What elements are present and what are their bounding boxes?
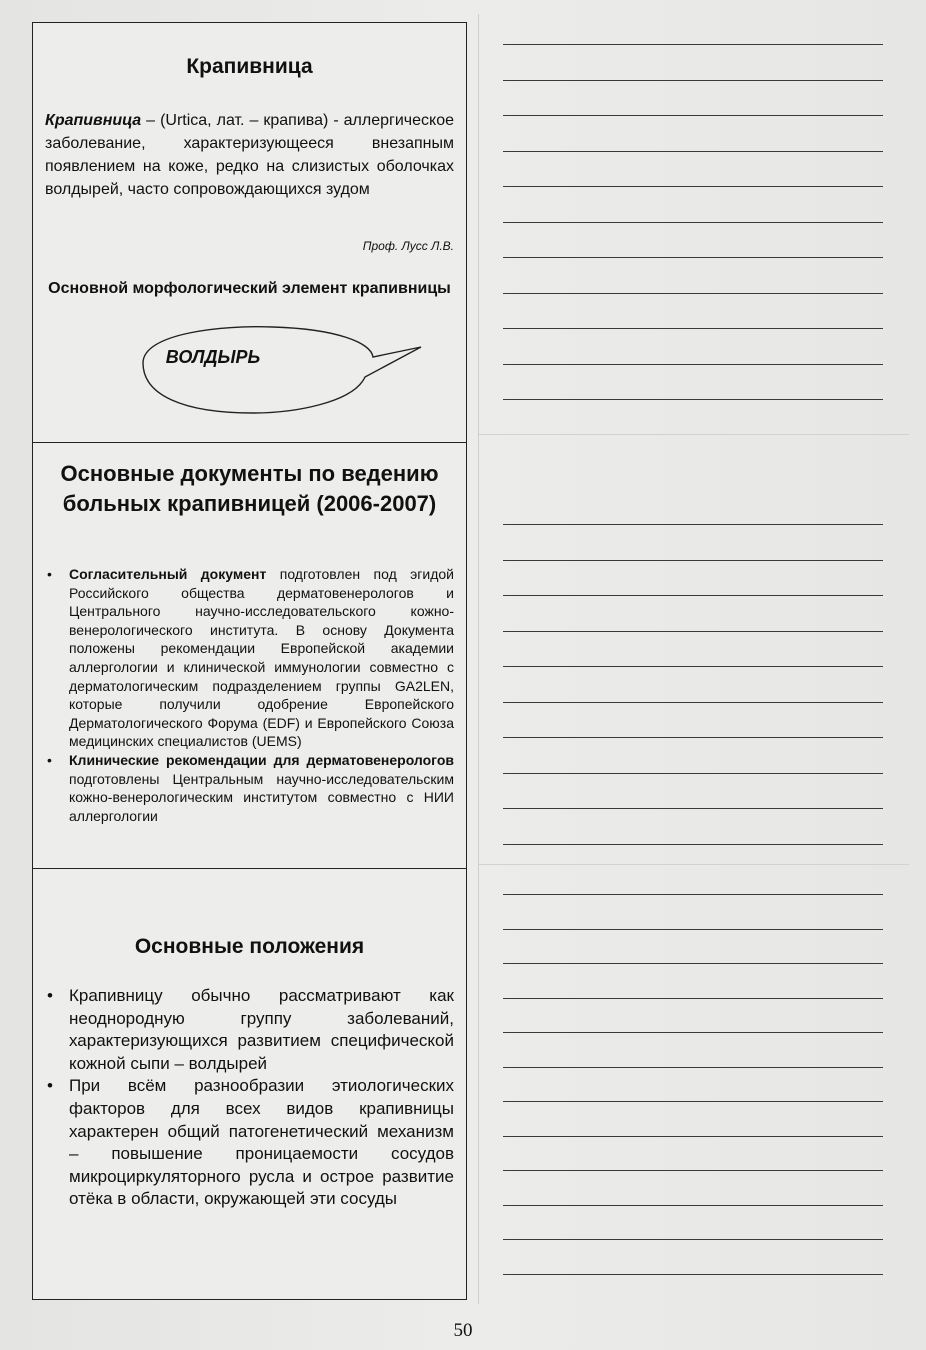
key-points-list bbox=[43, 985, 454, 1211]
note-line bbox=[503, 808, 883, 809]
note-line bbox=[503, 222, 883, 223]
note-line bbox=[503, 186, 883, 187]
definition-text: – (Urtica, лат. – крапива) - аллергическое заболевание, характеризующееся внезапным появлением на коже, редко на слизистых оболочках волдырей, часто сопровождающихся зудом bbox=[45, 112, 454, 198]
note-line bbox=[503, 963, 883, 964]
note-line bbox=[503, 631, 883, 632]
slide-title: Основные положения bbox=[134, 935, 365, 958]
definition-term: Крапивница bbox=[45, 112, 142, 129]
note-line bbox=[503, 560, 883, 561]
item-text: подготовлен под эгидой Российского общества дерматовенерологов и Центрального научно-исследовательского кожно-венерологического института. В основу Документа положены рекомендации Европейской академии аллергологии и клинической иммунологии совместно с дерматологическим подразделением группы GA2LEN, которые получили одобрение Европейского Дерматологического Форума (EDF) и Европейского Союза медицинских специалистов (UEMS) bbox=[69, 566, 454, 750]
definition-paragraph bbox=[45, 109, 454, 201]
note-line bbox=[503, 44, 883, 45]
note-line bbox=[503, 595, 883, 596]
note-line bbox=[503, 328, 883, 329]
note-line bbox=[503, 702, 883, 703]
note-line bbox=[503, 998, 883, 999]
note-line bbox=[503, 151, 883, 152]
note-line bbox=[503, 1274, 883, 1275]
list-item bbox=[43, 565, 454, 751]
note-line bbox=[503, 80, 883, 81]
note-line bbox=[503, 1067, 883, 1068]
note-line bbox=[503, 737, 883, 738]
note-line bbox=[503, 929, 883, 930]
note-line bbox=[503, 1205, 883, 1206]
note-line bbox=[503, 844, 883, 845]
page-number: 50 bbox=[453, 1320, 473, 1341]
list-item bbox=[43, 751, 454, 825]
slide-guideline-documents bbox=[32, 442, 467, 870]
slide-title: Крапивница bbox=[186, 55, 313, 78]
note-line bbox=[503, 293, 883, 294]
slide-key-points bbox=[32, 868, 467, 1300]
documents-list bbox=[43, 565, 454, 825]
slide-urticaria-definition bbox=[32, 22, 467, 444]
list-item: • Крапивницу обычно рассматривают как неоднородную группу заболеваний, характеризующихся развитием специфической кожной сыпи – волдырей bbox=[43, 985, 454, 1075]
item-lead: Клинические рекомендации для дерматовенерологов bbox=[69, 751, 454, 768]
note-line bbox=[503, 364, 883, 365]
item-text: подготовлены Центральным научно-исследовательским кожно-венерологическим институтом совместно с НИИ аллергологии bbox=[69, 770, 454, 824]
item-lead: Согласительный документ bbox=[69, 566, 267, 582]
note-line bbox=[503, 894, 883, 895]
morph-element-word: ВОЛДЫРЬ bbox=[165, 347, 261, 367]
notes-column bbox=[478, 14, 909, 1304]
morphology-heading: Основной морфологический элемент крапивницы bbox=[48, 280, 451, 297]
note-line bbox=[503, 524, 883, 525]
speech-bubble-icon bbox=[103, 313, 423, 423]
author-credit: Проф. Лусс Л.В. bbox=[362, 239, 454, 253]
note-line bbox=[503, 773, 883, 774]
note-line bbox=[503, 1239, 883, 1240]
note-line bbox=[503, 1032, 883, 1033]
note-line bbox=[503, 115, 883, 116]
note-line bbox=[503, 1136, 883, 1137]
note-line bbox=[503, 1170, 883, 1171]
note-line bbox=[503, 257, 883, 258]
section-divider bbox=[479, 864, 909, 865]
list-item: • При всём разнообразии этиологических факторов для всех видов крапивницы характерен общий патогенетический механизм – повышение проницаемости сосудов микроциркуляторного русла и острое развитие отёка в области, окружающей эти сосуды bbox=[43, 1075, 454, 1211]
note-line bbox=[503, 666, 883, 667]
slide-title: Основные документы по ведению больных крапивницей (2006-2007) bbox=[60, 461, 439, 516]
section-divider bbox=[479, 434, 909, 435]
note-line bbox=[503, 1101, 883, 1102]
note-line bbox=[503, 399, 883, 400]
